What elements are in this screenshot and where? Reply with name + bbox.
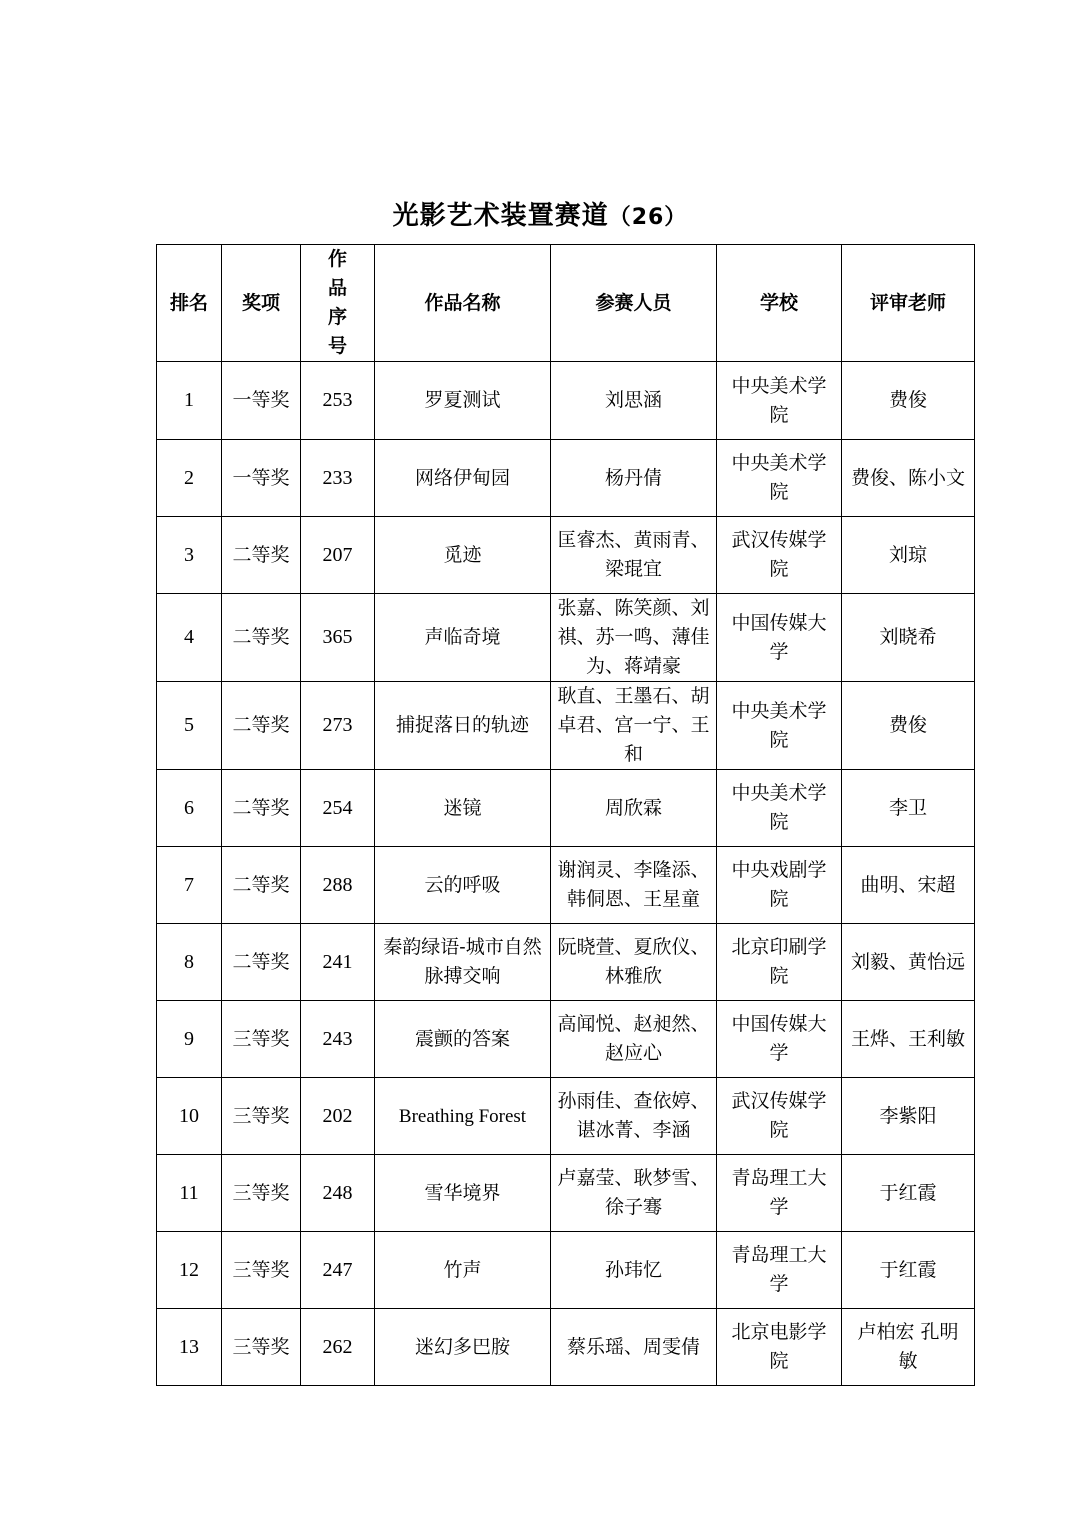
table-row: [157, 770, 975, 847]
cell-school: 北京电影学院: [717, 1309, 842, 1386]
cell-school: 中国传媒大学: [717, 1001, 842, 1078]
cell-school: 北京印刷学院: [717, 924, 842, 1001]
header-work-name: 作品名称: [375, 245, 551, 362]
cell-participants: 刘思涵: [551, 362, 717, 440]
cell-rank: 8: [157, 924, 222, 1001]
cell-award: 二等奖: [222, 924, 301, 1001]
cell-teacher: 王烨、王利敏: [842, 1001, 975, 1078]
cell-award: 三等奖: [222, 1155, 301, 1232]
cell-work-name: 罗夏测试: [375, 362, 551, 440]
cell-teacher: 于红霞: [842, 1232, 975, 1309]
table-row: [157, 362, 975, 440]
cell-award: 二等奖: [222, 594, 301, 682]
cell-serial: 202: [301, 1078, 375, 1155]
table-row: [157, 594, 975, 682]
cell-work-name: 迷镜: [375, 770, 551, 847]
cell-serial: 247: [301, 1232, 375, 1309]
cell-participants: 卢嘉莹、耿梦雪、徐子骞: [551, 1155, 717, 1232]
cell-serial: 262: [301, 1309, 375, 1386]
cell-rank: 9: [157, 1001, 222, 1078]
cell-work-name: 雪华境界: [375, 1155, 551, 1232]
award-table: [156, 244, 975, 1386]
cell-work-name: 秦韵绿语-城市自然脉搏交响: [375, 924, 551, 1001]
cell-serial: 207: [301, 517, 375, 594]
cell-work-name: 震颤的答案: [375, 1001, 551, 1078]
cell-teacher: 费俊: [842, 682, 975, 770]
cell-participants: 匡睿杰、黄雨青、梁琨宜: [551, 517, 717, 594]
cell-participants: 高闻悦、赵昶然、赵应心: [551, 1001, 717, 1078]
cell-participants: 孙雨佳、查依婷、谌冰菁、李涵: [551, 1078, 717, 1155]
cell-serial: 241: [301, 924, 375, 1001]
cell-rank: 12: [157, 1232, 222, 1309]
cell-serial: 254: [301, 770, 375, 847]
cell-serial: 233: [301, 440, 375, 517]
cell-work-name: 迷幻多巴胺: [375, 1309, 551, 1386]
cell-teacher: 卢柏宏 孔明敏: [842, 1309, 975, 1386]
page-title-text: 光影艺术装置赛道: [392, 201, 609, 231]
cell-rank: 6: [157, 770, 222, 847]
header-teacher: 评审老师: [842, 245, 975, 362]
cell-rank: 11: [157, 1155, 222, 1232]
cell-participants: 阮晓萱、夏欣仪、林雅欣: [551, 924, 717, 1001]
header-school: 学校: [717, 245, 842, 362]
cell-award: 三等奖: [222, 1232, 301, 1309]
cell-rank: 10: [157, 1078, 222, 1155]
table-row: [157, 847, 975, 924]
cell-school: 中央美术学院: [717, 440, 842, 517]
cell-work-name: 觅迹: [375, 517, 551, 594]
cell-participants: 杨丹倩: [551, 440, 717, 517]
cell-participants: 谢润灵、李隆添、韩侗恩、王星童: [551, 847, 717, 924]
cell-school: 中央美术学院: [717, 682, 842, 770]
cell-work-name: 捕捉落日的轨迹: [375, 682, 551, 770]
cell-rank: 1: [157, 362, 222, 440]
cell-participants: 张嘉、陈笑颜、刘祺、苏一鸣、薄佳为、蒋靖豪: [551, 594, 717, 682]
cell-rank: 5: [157, 682, 222, 770]
cell-award: 二等奖: [222, 770, 301, 847]
table-row: [157, 517, 975, 594]
cell-rank: 2: [157, 440, 222, 517]
cell-rank: 13: [157, 1309, 222, 1386]
cell-award: 三等奖: [222, 1078, 301, 1155]
cell-award: 二等奖: [222, 682, 301, 770]
cell-teacher: 李紫阳: [842, 1078, 975, 1155]
cell-serial: 273: [301, 682, 375, 770]
cell-serial: 365: [301, 594, 375, 682]
cell-award: 三等奖: [222, 1001, 301, 1078]
cell-rank: 4: [157, 594, 222, 682]
cell-school: 中央戏剧学院: [717, 847, 842, 924]
cell-serial: 243: [301, 1001, 375, 1078]
cell-teacher: 曲明、宋超: [842, 847, 975, 924]
cell-teacher: 刘晓希: [842, 594, 975, 682]
cell-participants: 孙玮忆: [551, 1232, 717, 1309]
cell-school: 青岛理工大学: [717, 1232, 842, 1309]
cell-work-name: 网络伊甸园: [375, 440, 551, 517]
cell-school: 武汉传媒学院: [717, 517, 842, 594]
cell-award: 三等奖: [222, 1309, 301, 1386]
table-header-row: [157, 245, 975, 362]
cell-work-name: 云的呼吸: [375, 847, 551, 924]
cell-award: 二等奖: [222, 517, 301, 594]
table-row: [157, 682, 975, 770]
cell-serial: 248: [301, 1155, 375, 1232]
cell-school: 中央美术学院: [717, 362, 842, 440]
cell-award: 一等奖: [222, 362, 301, 440]
cell-school: 武汉传媒学院: [717, 1078, 842, 1155]
table-row: [157, 440, 975, 517]
cell-participants: 蔡乐瑶、周雯倩: [551, 1309, 717, 1386]
table-row: [157, 924, 975, 1001]
table-row: [157, 1155, 975, 1232]
cell-serial: 288: [301, 847, 375, 924]
cell-school: 青岛理工大学: [717, 1155, 842, 1232]
cell-participants: 耿直、王墨石、胡卓君、宫一宁、王和: [551, 682, 717, 770]
cell-teacher: 于红霞: [842, 1155, 975, 1232]
cell-teacher: 李卫: [842, 770, 975, 847]
cell-work-name: 竹声: [375, 1232, 551, 1309]
header-serial: 作品序号: [301, 245, 375, 362]
header-participants: 参赛人员: [551, 245, 717, 362]
cell-teacher: 费俊、陈小文: [842, 440, 975, 517]
cell-school: 中国传媒大学: [717, 594, 842, 682]
table-row: [157, 1232, 975, 1309]
cell-serial: 253: [301, 362, 375, 440]
cell-rank: 3: [157, 517, 222, 594]
page-title-count: （26）: [608, 205, 688, 230]
cell-teacher: 费俊: [842, 362, 975, 440]
cell-award: 一等奖: [222, 440, 301, 517]
cell-work-name: 声临奇境: [375, 594, 551, 682]
cell-teacher: 刘琼: [842, 517, 975, 594]
cell-participants: 周欣霖: [551, 770, 717, 847]
table-row: [157, 1309, 975, 1386]
table-row: [157, 1001, 975, 1078]
cell-teacher: 刘毅、黄怡远: [842, 924, 975, 1001]
cell-school: 中央美术学院: [717, 770, 842, 847]
table-body: [157, 362, 975, 1386]
cell-work-name: Breathing Forest: [375, 1078, 551, 1155]
cell-rank: 7: [157, 847, 222, 924]
table-row: [157, 1078, 975, 1155]
header-rank: 排名: [157, 245, 222, 362]
cell-award: 二等奖: [222, 847, 301, 924]
header-award: 奖项: [222, 245, 301, 362]
page-title: [0, 196, 1080, 238]
